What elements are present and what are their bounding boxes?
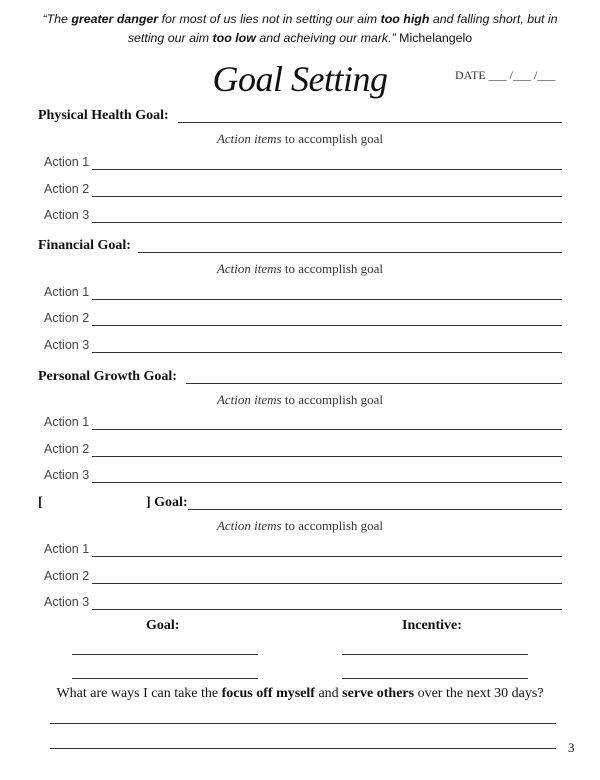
action-input-line[interactable] (92, 609, 562, 610)
action-input-line[interactable] (92, 299, 562, 300)
goal-input-line[interactable] (138, 252, 562, 253)
goal-entry-line[interactable] (72, 654, 258, 655)
action-input-line[interactable] (92, 196, 562, 197)
goal-label-custom: ] Goal: (146, 495, 188, 510)
action-input-line[interactable] (92, 429, 562, 430)
action-input-line[interactable] (92, 325, 562, 326)
answer-line[interactable] (50, 748, 556, 749)
quote-author: Michelangelo (395, 31, 473, 45)
action-label: Action 3 (44, 595, 90, 609)
reflection-question: What are ways I can take the focus off myself and serve others over the next 30 days? (56, 686, 544, 701)
action-input-line[interactable] (92, 352, 562, 353)
action-label: Action 2 (44, 442, 90, 456)
action-label: Action 3 (44, 208, 90, 222)
action-label: Action 3 (44, 468, 90, 482)
goal-label-physical: Physical Health Goal: (38, 108, 169, 123)
action-input-line[interactable] (92, 482, 562, 483)
goal-label-financial: Financial Goal: (38, 238, 131, 253)
incentive-entry-line[interactable] (342, 678, 528, 679)
action-input-line[interactable] (92, 456, 562, 457)
incentive-entry-line[interactable] (342, 654, 528, 655)
action-label: Action 1 (44, 415, 90, 429)
action-label: Action 1 (44, 155, 90, 169)
goal-column-heading: Goal: (146, 618, 180, 633)
goal-input-line[interactable] (186, 383, 562, 384)
answer-line[interactable] (50, 723, 556, 724)
goal-entry-line[interactable] (72, 678, 258, 679)
action-label: Action 1 (44, 542, 90, 556)
action-input-line[interactable] (92, 222, 562, 223)
action-heading: Action items to accomplish goal (216, 392, 384, 407)
action-label: Action 2 (44, 311, 90, 325)
action-heading: Action items to accomplish goal (216, 261, 384, 276)
goal-label-personal-growth: Personal Growth Goal: (38, 369, 177, 384)
quote: “The greater danger for most of us lies not in setting our aim too high and falling short, but in setting our aim too low and acheiving our mark.” Michelangelo (42, 12, 558, 45)
action-label: Action 2 (44, 182, 90, 196)
goal-input-line[interactable] (188, 509, 562, 510)
page-number: 3 (568, 740, 575, 755)
action-heading: Action items to accomplish goal (216, 131, 384, 146)
custom-goal-bracket: [ (38, 495, 43, 510)
action-input-line[interactable] (92, 556, 562, 557)
page-title: Goal Setting (212, 59, 388, 99)
action-label: Action 1 (44, 285, 90, 299)
action-heading: Action items to accomplish goal (216, 518, 384, 533)
action-label: Action 3 (44, 338, 90, 352)
date-field[interactable]: DATE ___ /___ /___ (455, 68, 556, 82)
action-label: Action 2 (44, 569, 90, 583)
incentive-column-heading: Incentive: (402, 618, 462, 633)
goal-input-line[interactable] (178, 122, 562, 123)
action-input-line[interactable] (92, 583, 562, 584)
action-input-line[interactable] (92, 169, 562, 170)
